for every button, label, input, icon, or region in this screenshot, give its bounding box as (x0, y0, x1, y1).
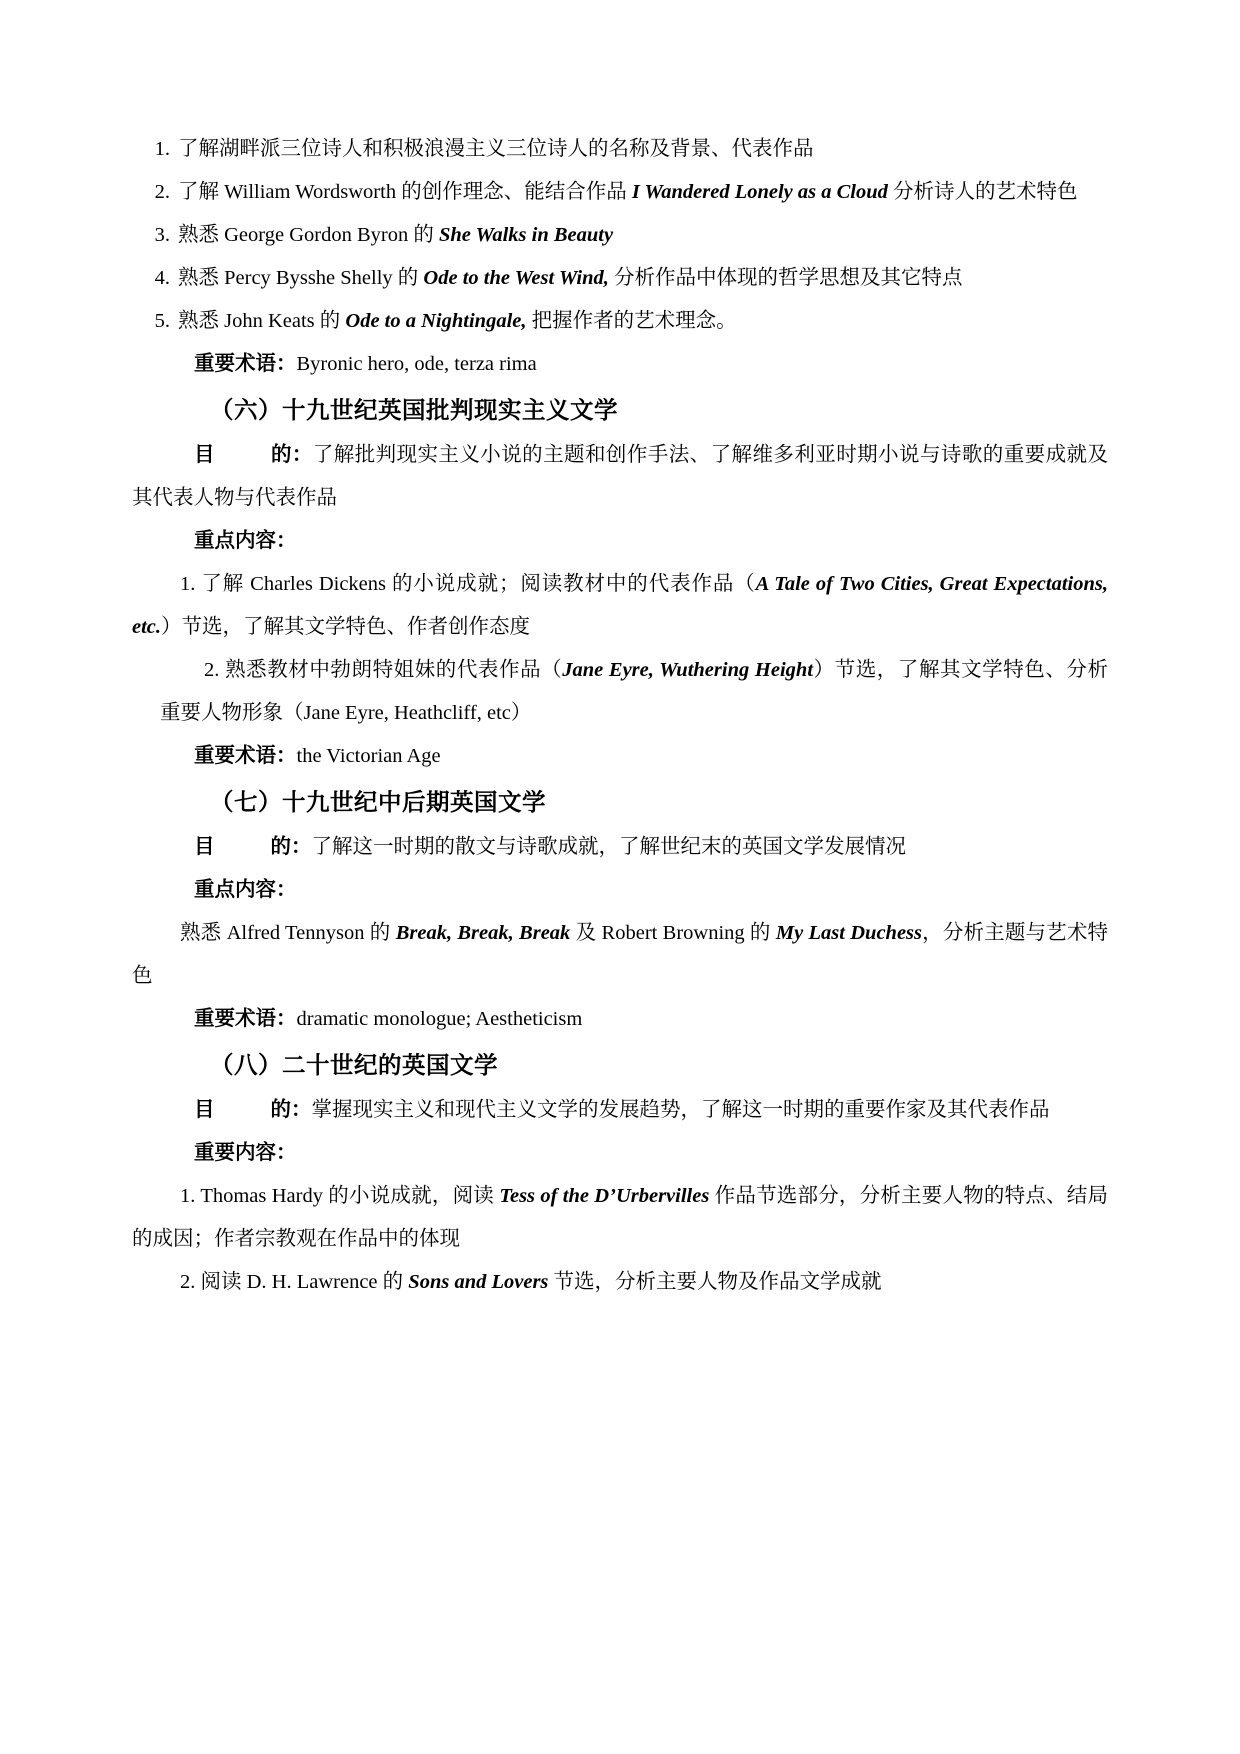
key-terms-label: 重要术语： (194, 1008, 297, 1030)
work-title-italic: Break, Break, Break (395, 922, 571, 944)
work-title-italic: Ode to the West Wind, (423, 267, 609, 289)
work-title-italic: She Walks in Beauty (438, 224, 614, 246)
text-segment: 熟悉 Percy Bysshe Shelly 的 (178, 267, 424, 289)
work-title-italic: Sons and Lovers (408, 1271, 549, 1293)
work-title-italic: A Tale of Two Cities, Great Expectations, etc. (132, 573, 1108, 638)
key-terms-value: Byronic hero, ode, terza rima (296, 353, 537, 375)
list-item (132, 171, 1108, 214)
key-content-label-7: 重点内容： (194, 879, 297, 901)
list-item-text: 了解湖畔派三位诗人和积极浪漫主义三位诗人的名称及背景、代表作品 (178, 138, 814, 160)
list-item-marker: 1. (180, 573, 196, 595)
key-terms-label: 重要术语： (194, 353, 297, 375)
work-title-italic: Ode to a Nightingale, (345, 310, 527, 332)
list-item-text (178, 171, 1108, 214)
text-segment: 及 Robert Browning 的 (570, 922, 776, 944)
key-content-label-8: 重要内容： (194, 1142, 297, 1164)
text-segment: 熟悉教材中勃朗特姐妹的代表作品（ (225, 659, 563, 681)
aim-label-suffix: 的： (270, 444, 313, 466)
aim-label: 目 (194, 444, 215, 466)
text-segment: 熟悉 George Gordon Byron 的 (178, 224, 439, 246)
aim-text: 了解批判现实主义小说的主题和创作手法、了解维多利亚时期小说与诗歌的重要成就及其代表人物与代表作品 (132, 444, 1108, 509)
work-title-italic: My Last Duchess (775, 922, 923, 944)
section-6-aim (132, 434, 1108, 520)
list-item-text (178, 214, 1108, 257)
list-item (132, 214, 1108, 257)
list-item-marker: 2. (204, 659, 220, 681)
list-item (132, 300, 1108, 343)
list-item-marker: 2. (154, 181, 170, 203)
section-8-item-2 (132, 1261, 1108, 1304)
key-content-label-6: 重点内容： (194, 530, 297, 552)
aim-label: 目 (194, 1099, 215, 1121)
text-segment: 阅读 D. H. Lawrence 的 (200, 1271, 409, 1293)
work-title-italic: Tess of the D’Urbervilles (499, 1185, 710, 1207)
work-title-italic: Jane Eyre, Wuthering Height (562, 659, 814, 681)
text-segment: ）节选，了解其文学特色、作者创作态度 (161, 616, 531, 638)
text-segment: 分析作品中体现的哲学思想及其它特点 (608, 267, 963, 289)
key-terms-label: 重要术语： (194, 745, 297, 767)
section-heading-6: （六）十九世纪英国批判现实主义文学 (210, 397, 618, 423)
list-item-marker: 5. (154, 310, 170, 332)
key-terms-value: the Victorian Age (296, 745, 441, 767)
aim-label-suffix: 的： (270, 1099, 312, 1121)
document-body (132, 128, 1108, 1304)
text-segment: 熟悉 John Keats 的 (178, 310, 346, 332)
section-6-item-1 (132, 563, 1108, 649)
list-item-marker: 1. (180, 1185, 196, 1207)
section-heading-7: （七）十九世纪中后期英国文学 (210, 789, 546, 815)
list-item (132, 128, 1108, 171)
text-segment: 作品节选部分，分析主要人物的特点、结局的成因；作者宗教观在作品中的体现 (132, 1185, 1108, 1250)
list-item-marker: 3. (154, 224, 170, 246)
text-segment: 节选，分析主要人物及作品文学成就 (548, 1271, 882, 1293)
text-segment: 把握作者的艺术理念。 (526, 310, 737, 332)
text-segment: 了解 Charles Dickens 的小说成就；阅读教材中的代表作品（ (201, 573, 756, 595)
list-item (132, 257, 1108, 300)
text-segment: ，分析主题与艺术特色 (132, 922, 1109, 987)
text-segment: Thomas Hardy 的小说成就，阅读 (200, 1185, 500, 1207)
aim-text: 了解这一时期的散文与诗歌成就，了解世纪末的英国文学发展情况 (311, 836, 906, 858)
key-terms-value: dramatic monologue; Aestheticism (296, 1008, 583, 1030)
key-terms-line-7 (132, 998, 1108, 1041)
section-8-aim (132, 1089, 1108, 1132)
aim-text: 掌握现实主义和现代主义文学的发展趋势，了解这一时期的重要作家及其代表作品 (311, 1099, 1050, 1121)
section-heading-8: （八）二十世纪的英国文学 (210, 1052, 498, 1078)
section-7-body (132, 912, 1108, 998)
aim-label: 目 (194, 836, 215, 858)
text-segment: 了解 William Wordsworth 的创作理念、能结合作品 (178, 181, 632, 203)
list-item-text (178, 300, 1108, 343)
key-terms-line-6 (132, 735, 1108, 778)
list-item-text (178, 257, 1108, 300)
list-item-marker: 1. (154, 138, 170, 160)
text-segment: 分析诗人的艺术特色 (887, 181, 1078, 203)
aim-label-suffix: 的： (270, 836, 312, 858)
section-6-item-2 (132, 649, 1108, 735)
list-item-marker: 4. (154, 267, 170, 289)
section-7-aim (132, 826, 1108, 869)
text-segment: 熟悉 Alfred Tennyson 的 (180, 922, 396, 944)
key-terms-line (132, 343, 1108, 386)
work-title-italic: I Wandered Lonely as a Cloud (631, 181, 888, 203)
list-item-marker: 2. (180, 1271, 196, 1293)
section-8-item-1 (132, 1175, 1108, 1261)
text-segment: ）节选，了解其文学特色、分析重要人物形象（Jane Eyre, Heathcliff, etc） (160, 659, 1109, 724)
